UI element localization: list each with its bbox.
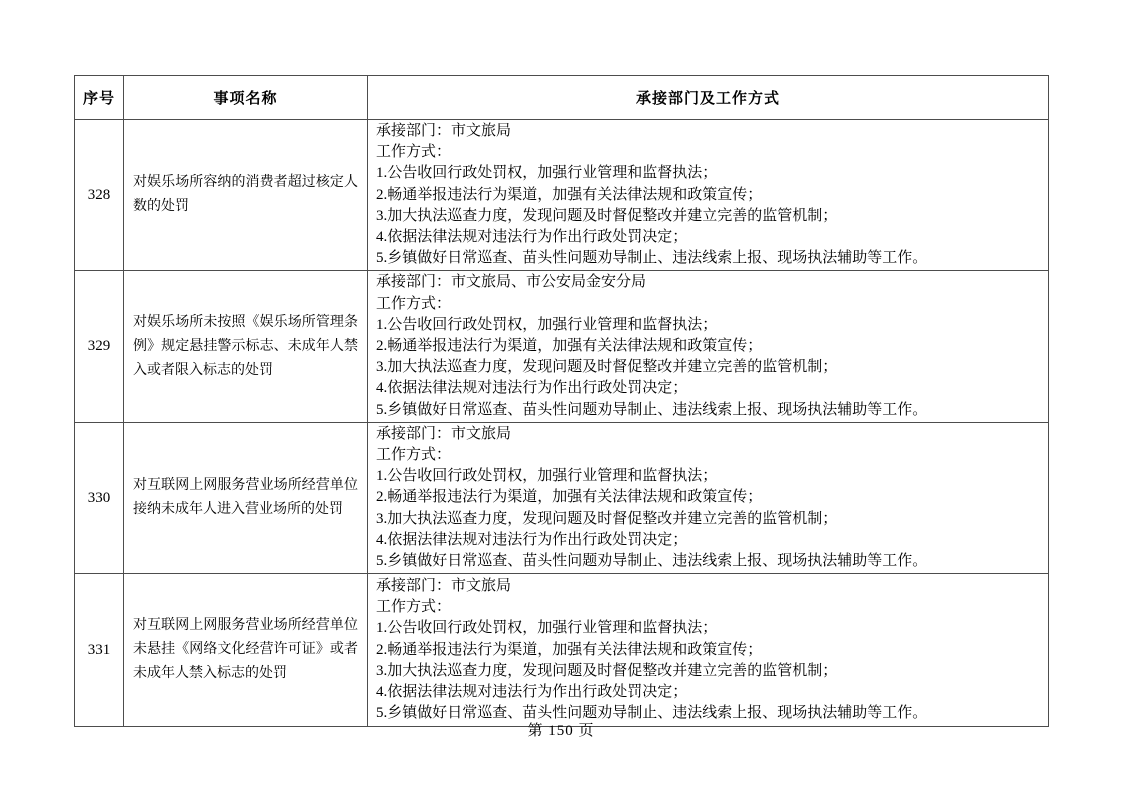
serial-number-cell: 328 — [75, 120, 124, 271]
method-title-line: 工作方式： — [376, 447, 452, 464]
table-row — [75, 574, 1049, 727]
method-line: 5.乡镇做好日常巡查、苗头性问题劝导制止、违法线索上报、现场执法辅助等工作。 — [376, 401, 928, 418]
method-line: 1.公告收回行政处罚权，加强行业管理和监督执法； — [376, 468, 718, 485]
item-name-cell: 对互联网上网服务营业场所经营单位接纳未成年人进入营业场所的处罚 — [124, 422, 368, 573]
method-line: 1.公告收回行政处罚权，加强行业管理和监督执法； — [376, 165, 718, 182]
method-line: 4.依据法律法规对违法行为作出行政处罚决定； — [376, 380, 688, 397]
method-line: 3.加大执法巡查力度，发现问题及时督促整改并建立完善的监管机制； — [376, 510, 838, 527]
method-line: 2.畅通举报违法行为渠道，加强有关法律法规和政策宣传； — [376, 186, 763, 203]
method-line: 2.畅通举报违法行为渠道，加强有关法律法规和政策宣传； — [376, 338, 763, 355]
method-line: 5.乡镇做好日常巡查、苗头性问题劝导制止、违法线索上报、现场执法辅助等工作。 — [376, 250, 928, 267]
method-line: 2.畅通举报违法行为渠道，加强有关法律法规和政策宣传； — [376, 489, 763, 506]
method-line: 4.依据法律法规对违法行为作出行政处罚决定； — [376, 531, 688, 548]
serial-number-cell: 331 — [75, 574, 124, 727]
method-line: 1.公告收回行政处罚权，加强行业管理和监督执法； — [376, 316, 718, 333]
detail-cell — [368, 120, 1049, 271]
method-title-line: 工作方式： — [376, 599, 452, 616]
detail-cell — [368, 574, 1049, 727]
table-row — [75, 271, 1049, 422]
item-name-cell: 对娱乐场所未按照《娱乐场所管理条例》规定悬挂警示标志、未成年人禁入或者限入标志的处罚 — [124, 271, 368, 422]
department-line: 承接部门：市文旅局、市公安局金安分局 — [376, 274, 647, 291]
item-name-cell: 对互联网上网服务营业场所经营单位未悬挂《网络文化经营许可证》或者未成年人禁入标志的处罚 — [124, 574, 368, 727]
header-serial-number: 序号 — [75, 76, 124, 120]
page-number: 第 150 页 — [527, 723, 595, 739]
detail-cell — [368, 422, 1049, 573]
items-table — [74, 75, 1049, 727]
method-line: 4.依据法律法规对违法行为作出行政处罚决定； — [376, 684, 688, 701]
item-name-cell: 对娱乐场所容纳的消费者超过核定人数的处罚 — [124, 120, 368, 271]
table-row — [75, 120, 1049, 271]
method-line: 3.加大执法巡查力度，发现问题及时督促整改并建立完善的监管机制； — [376, 207, 838, 224]
department-line: 承接部门：市文旅局 — [376, 425, 512, 442]
method-line: 1.公告收回行政处罚权，加强行业管理和监督执法； — [376, 620, 718, 637]
header-item-name: 事项名称 — [124, 76, 368, 120]
method-title-line: 工作方式： — [376, 144, 452, 161]
method-title-line: 工作方式： — [376, 295, 452, 312]
detail-cell — [368, 271, 1049, 422]
method-line: 5.乡镇做好日常巡查、苗头性问题劝导制止、违法线索上报、现场执法辅助等工作。 — [376, 553, 928, 570]
table-header-row — [75, 76, 1049, 120]
method-line: 5.乡镇做好日常巡查、苗头性问题劝导制止、违法线索上报、现场执法辅助等工作。 — [376, 705, 928, 722]
method-line: 3.加大执法巡查力度，发现问题及时督促整改并建立完善的监管机制； — [376, 662, 838, 679]
department-line: 承接部门：市文旅局 — [376, 578, 512, 595]
department-line: 承接部门：市文旅局 — [376, 123, 512, 139]
method-line: 3.加大执法巡查力度，发现问题及时督促整改并建立完善的监管机制； — [376, 359, 838, 376]
header-department-method: 承接部门及工作方式 — [368, 76, 1049, 120]
table-row — [75, 422, 1049, 573]
serial-number-cell: 329 — [75, 271, 124, 422]
method-line: 2.畅通举报违法行为渠道，加强有关法律法规和政策宣传； — [376, 641, 763, 658]
method-line: 4.依据法律法规对违法行为作出行政处罚决定； — [376, 229, 688, 246]
serial-number-cell: 330 — [75, 422, 124, 573]
